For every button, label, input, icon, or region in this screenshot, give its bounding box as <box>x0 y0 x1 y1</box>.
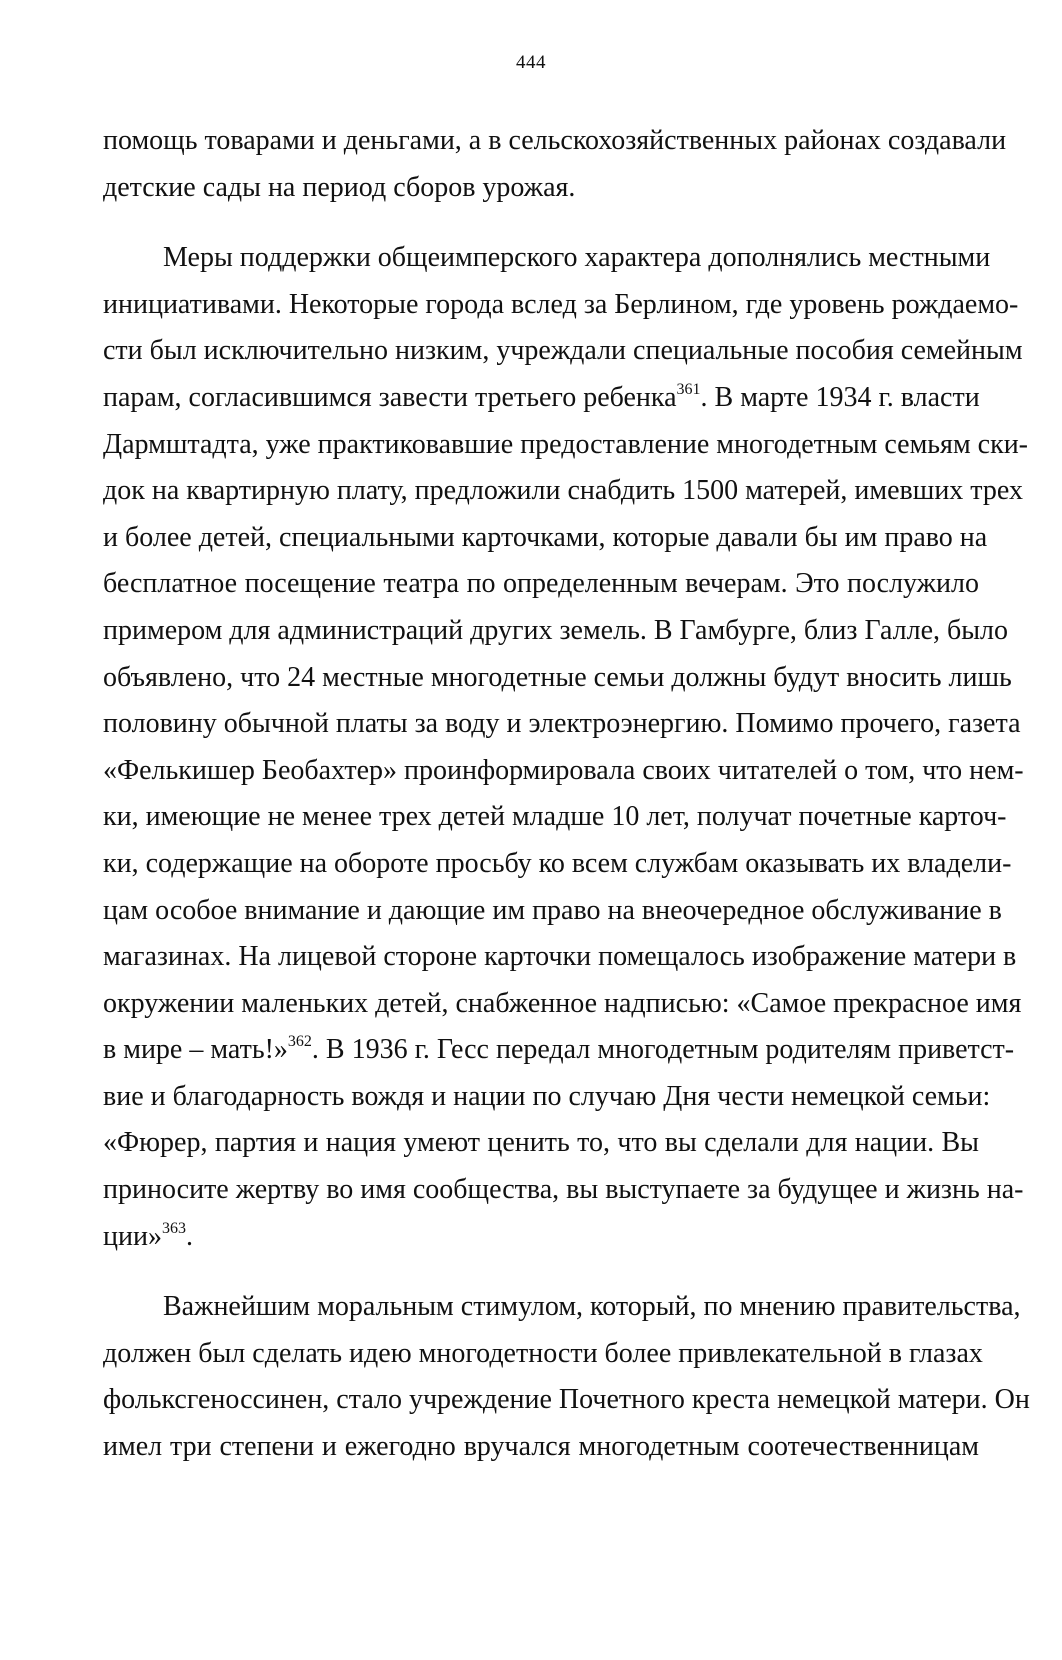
text-line <box>103 1027 1015 1074</box>
text-run: в мире – мать!» <box>103 1034 288 1066</box>
text-run: . В 1936 г. Гесс передал многодетным родителям приветст- <box>311 1034 1015 1066</box>
text-run: ции» <box>103 1220 162 1252</box>
text-line: помощь товарами и деньгами, а в сельскохозяйственных районах создавали <box>103 125 1007 156</box>
text-line: Меры поддержки общеимперского характера дополнялись местными <box>163 242 991 274</box>
text-run: . <box>185 1220 193 1252</box>
footnote-ref-363: 363 <box>161 1219 186 1237</box>
paragraph-3 <box>103 1284 1030 1470</box>
text-line: имел три степени и ежегодно вручался многодетным соотечественницам <box>103 1431 979 1463</box>
text-line: приносите жертву во имя сообщества, вы выступаете за будущее и жизнь на- <box>103 1174 1024 1206</box>
page-number: 444 <box>516 52 546 73</box>
text-line: сти был исключительно низким, учреждали специальные пособия семейным <box>103 335 1023 367</box>
text-line: и более детей, специальными карточками, которые давали бы им право на <box>103 521 988 553</box>
page-body <box>103 118 1030 1471</box>
text-line <box>103 1214 979 1261</box>
text-line: вие и благодарность вождя и нации по случаю Дня чести немецкой семьи: <box>103 1080 991 1112</box>
text-line: док на квартирную плату, предложили снабдить 1500 матерей, имевших трех <box>103 475 1023 507</box>
text-line: окружении маленьких детей, снабженное надписью: «Самое прекрасное имя <box>103 987 1022 1019</box>
text-line: бесплатное посещение театра по определенным вечерам. Это послужило <box>103 568 979 600</box>
text-line: «Фюрер, партия и нация умеют ценить то, что вы сделали для нации. Вы <box>103 1127 979 1159</box>
text-line: Важнейшим моральным стимулом, который, по мнению правительства, <box>163 1291 1021 1323</box>
text-line: цам особое внимание и дающие им право на внеочередное обслуживание в <box>103 894 1002 926</box>
text-line <box>103 375 979 422</box>
text-line: примером для администраций других земель. В Гамбурге, близ Галле, было <box>103 614 1009 646</box>
text-line: ки, имеющие не менее трех детей младше 10 лет, получат почетные карточ- <box>103 801 1007 833</box>
text-line: объявлено, что 24 местные многодетные семьи должны будут вносить лишь <box>103 661 1012 693</box>
text-line: половину обычной платы за воду и электроэнергию. Помимо прочего, газета <box>103 708 1021 740</box>
text-line: ки, содержащие на обороте просьбу ко всем службам оказывать их владели- <box>103 847 1012 879</box>
text-line: магазинах. На лицевой стороне карточки помещалось изображение матери в <box>103 941 1017 973</box>
footnote-ref-361: 361 <box>676 380 701 398</box>
text-line: должен был сделать идею многодетности более привлекательной в глазах <box>103 1337 983 1369</box>
text-line: фольксгеноссинен, стало учреждение Почетного креста немецкой матери. Он <box>103 1384 1030 1416</box>
text-line: «Фелькишер Беобахтер» проинформировала своих читателей о том, что нем- <box>103 754 1024 786</box>
text-line: инициативами. Некоторые города вслед за Берлином, где уровень рождаемо- <box>103 288 1019 320</box>
text-run: парам, согласившимся завести третьего ребенка <box>103 381 677 413</box>
paragraph-2 <box>103 235 1028 1260</box>
text-line: Дармштадта, уже практиковавшие предоставление многодетным семьям ски- <box>103 428 1028 460</box>
text-run: . В марте 1934 г. власти <box>700 381 980 413</box>
text-line: детские сады на период сборов урожая. <box>103 171 576 203</box>
footnote-ref-362: 362 <box>287 1033 312 1051</box>
paragraph-1 <box>103 118 1007 211</box>
